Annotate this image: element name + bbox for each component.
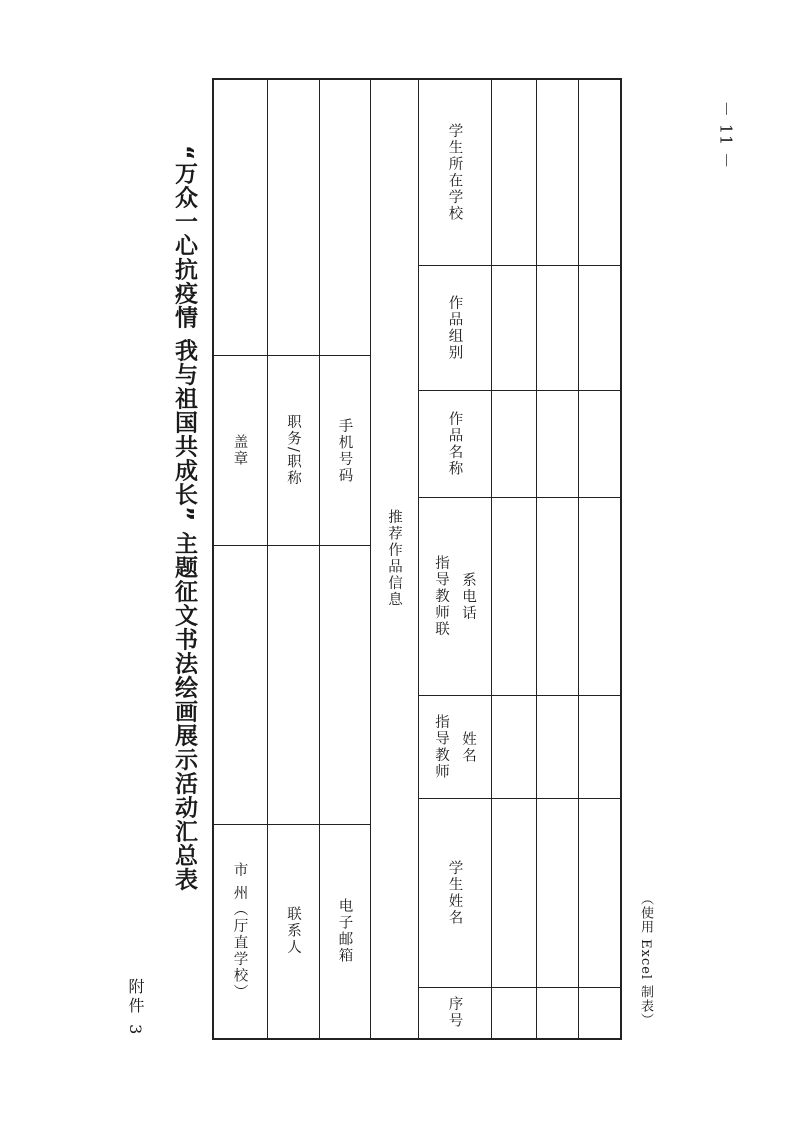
position-label: 职务/职称: [285, 414, 301, 487]
student-school-header-label: 学生所在学校: [446, 123, 463, 222]
contact-label: 联系人: [285, 906, 301, 956]
table-row[interactable]: [537, 80, 578, 1037]
index-header: [419, 988, 491, 1037]
student-name-header: [419, 799, 491, 987]
work-group-header: [419, 266, 491, 390]
seal-cell: [213, 356, 267, 545]
contact-cell: [268, 825, 319, 1037]
section-cell: [371, 80, 418, 1037]
work-group-header-label: 作品组别: [446, 295, 463, 361]
email-label: 电子邮箱: [336, 898, 353, 964]
city-school-label: 市 州（厅直学校）: [231, 861, 248, 1001]
index-header-label: 序号: [446, 996, 463, 1029]
teacher-phone-header-line2: 系电话: [460, 571, 476, 622]
phone-label: 手机号码: [336, 417, 353, 484]
phone-input[interactable]: [320, 80, 370, 355]
page-number: － 11 －: [716, 100, 736, 170]
work-name-header-label: 作品名称: [446, 411, 463, 477]
city-school-cell: [213, 825, 267, 1037]
email-cell: [320, 825, 370, 1037]
table-row[interactable]: [579, 80, 620, 1037]
seal-label: 盖章: [231, 434, 248, 467]
position-cell: [268, 356, 319, 545]
student-name-header-label: 学生姓名: [446, 860, 463, 926]
email-input[interactable]: [320, 546, 370, 824]
page-number-anchor: [716, 100, 736, 170]
attachment-label: 附件 3: [126, 978, 145, 1038]
footnote: （使用 Excel 制表）: [638, 892, 653, 1028]
phone-cell: [320, 356, 370, 545]
teacher-name-header: [419, 696, 491, 798]
city-school-input[interactable]: [213, 546, 267, 824]
student-school-header: [419, 80, 491, 265]
teacher-phone-header-line1: 指导教师联: [433, 555, 449, 638]
teacher-name-header-line2: 姓名: [460, 730, 476, 764]
table-row[interactable]: [492, 80, 536, 1037]
work-name-header: [419, 391, 491, 497]
section-label: 推荐作品信息: [386, 509, 402, 608]
seal-input[interactable]: [213, 80, 267, 355]
page-title: “万众一心抗疫情 我与祖国共成长” 主题征文书法绘画展示活动汇总表: [171, 145, 197, 892]
contact-input[interactable]: [268, 546, 319, 824]
teacher-name-header-line1: 指导教师: [433, 714, 449, 780]
teacher-phone-header: [419, 498, 491, 695]
position-input[interactable]: [268, 80, 319, 355]
